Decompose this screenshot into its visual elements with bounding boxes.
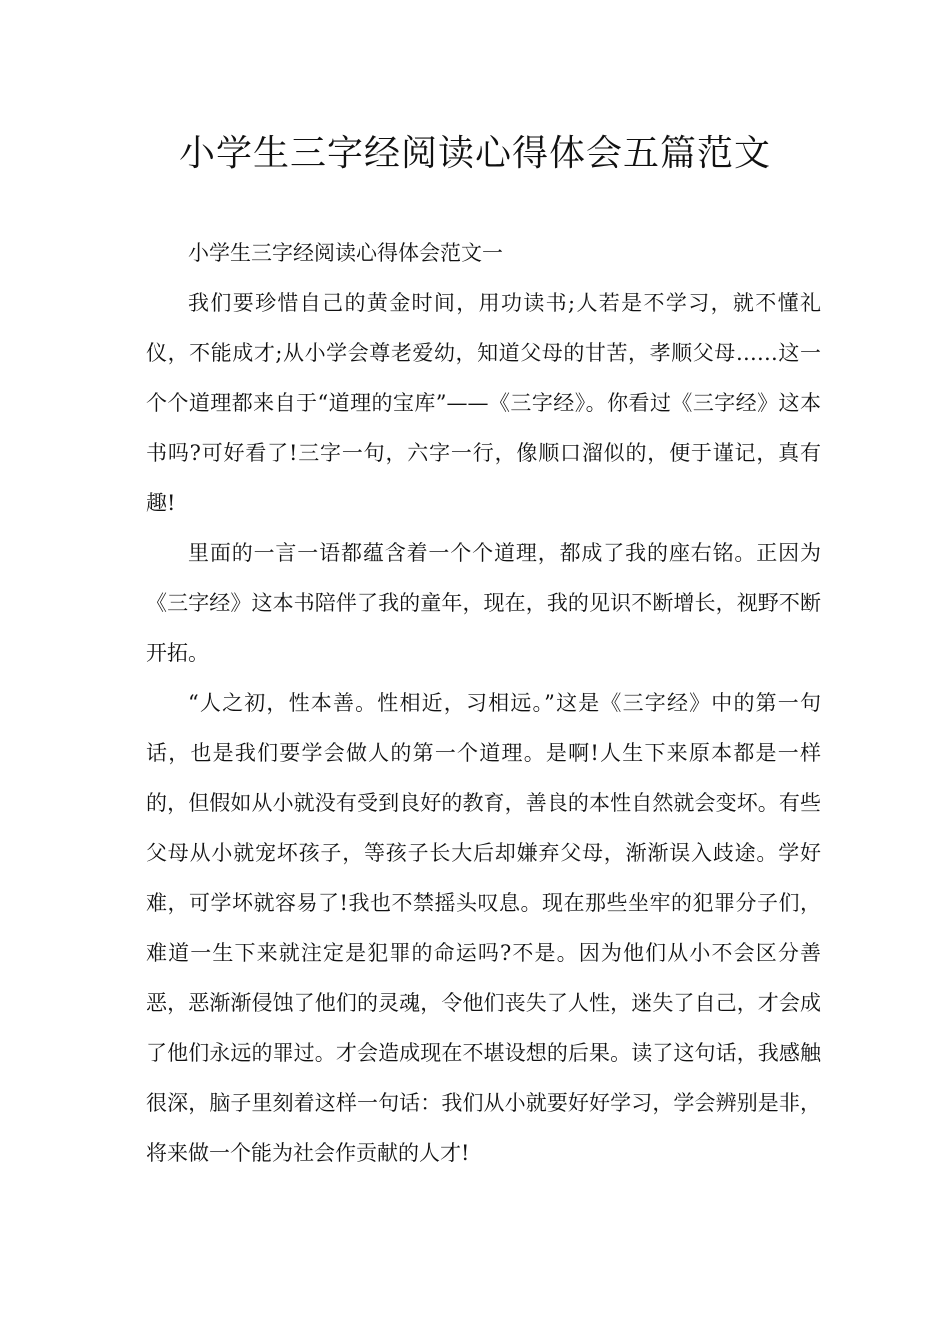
paragraph-2: 里面的一言一语都蕴含着一个个道理，都成了我的座右铭。正因为《三字经》这本书陪伴了我的童年，现在，我的见识不断增长，视野不断开拓。 [146,541,821,665]
document-body [146,228,821,1178]
paragraph-1: 我们要珍惜自己的黄金时间，用功读书;人若是不学习，就不懂礼仪，不能成才;从小学会尊老爱幼，知道父母的甘苦，孝顺父母……这一个个道理都来自于“道理的宝库”——《三字经》。你看过《三字经》这本书吗?可好看了!三字一句，六字一行，像顺口溜似的，便于谨记，真有趣! [146,291,821,515]
section-heading: 小学生三字经阅读心得体会范文一 [188,241,503,265]
paragraph-3: “人之初，性本善。性相近，习相远。”这是《三字经》中的第一句话，也是我们要学会做人的第一个道理。是啊!人生下来原本都是一样的，但假如从小就没有受到良好的教育，善良的本性自然就会变坏。有些父母从小就宠坏孩子，等孩子长大后却嫌弃父母，渐渐误入歧途。学好难，可学坏就容易了!我也不禁摇头叹息。现在那些坐牢的犯罪分子们，难道一生下来就注定是犯罪的命运吗?不是。因为他们从小不会区分善恶，恶渐渐侵蚀了他们的灵魂，令他们丧失了人性，迷失了自己，才会成了他们永远的罪过。才会造成现在不堪设想的后果。读了这句话，我感触很深，脑子里刻着这样一句话：我们从小就要好好学习，学会辨别是非，将来做一个能为社会作贡献的人才! [146,691,821,1165]
document-title: 小学生三字经阅读心得体会五篇范文 [178,133,771,174]
